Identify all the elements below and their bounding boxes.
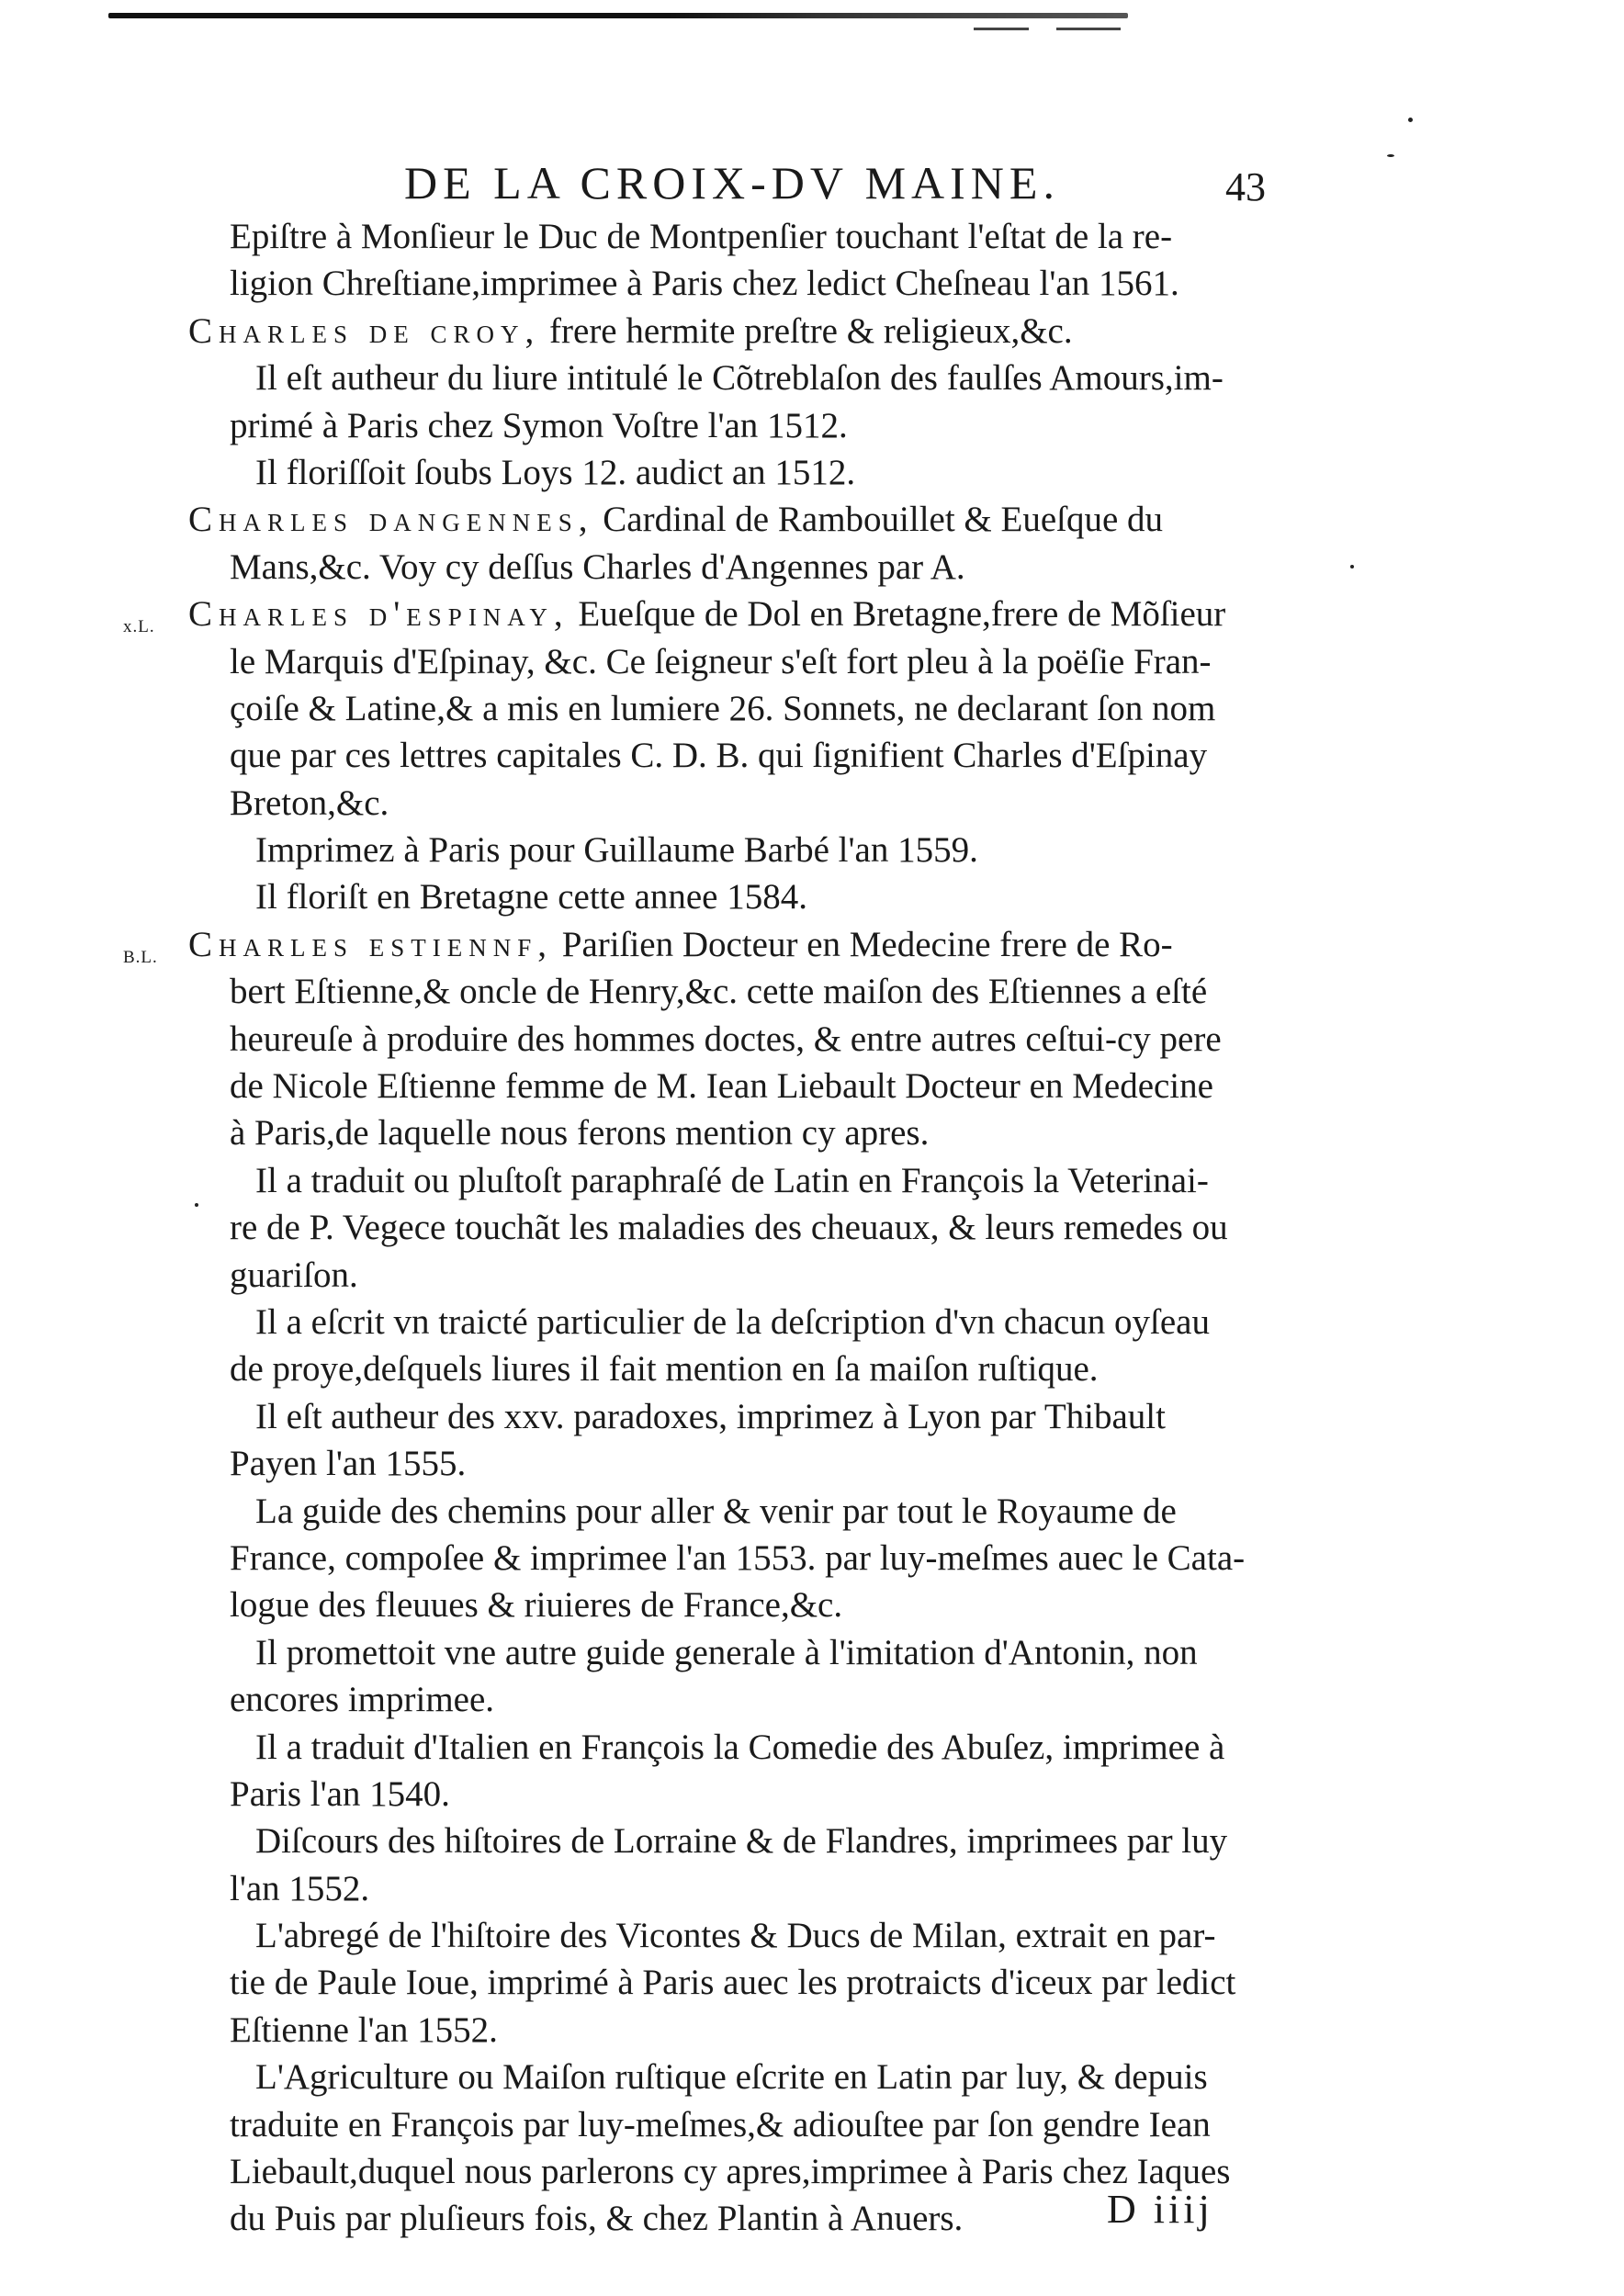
line-text: Diſcours des hiſtoires de Lorraine & de Flandres, imprimees par luy [255, 1821, 1228, 1862]
text-line [0, 873, 1624, 920]
line-text: Eſtienne l'an 1552. [230, 2009, 498, 2050]
entry-description: Cardinal de Rambouillet & Eueſque du [593, 500, 1164, 540]
text-line [0, 968, 1624, 1015]
text-line [0, 355, 1624, 401]
line-text: Payen l'an 1555. [230, 1444, 467, 1484]
line-text: bert Eſtienne,& oncle de Henry,&c. cette maiſon des Eſtiennes a eſté [230, 972, 1208, 1012]
text-line [0, 827, 1624, 873]
signature-mark: D iiij [1107, 2187, 1213, 2232]
margin-annotation: x.L. [123, 617, 155, 637]
line-text: le Marquis d'Eſpinay, &c. Ce ſeigneur s'eſt fort pleu à la poëſie Fran- [230, 641, 1212, 681]
text-line [0, 2101, 1624, 2148]
line-text: à Paris,de laquelle nous ferons mention cy apres. [230, 1113, 930, 1154]
line-text: L'Agriculture ou Maiſon ruſtique eſcrite en Latin par luy, & depuis [255, 2057, 1208, 2098]
author-name: Charles de croy, [188, 310, 541, 351]
text-line [0, 1109, 1624, 1156]
entry-heading [188, 921, 1173, 968]
line-text: Il eſt autheur du liure intitulé le Cõtreblaſon des faulſes Amours,im- [255, 358, 1224, 399]
text-line [0, 780, 1624, 827]
entry-heading [188, 308, 1073, 355]
line-text: du Puis par pluſieurs fois, & chez Plantin à Anuers. [230, 2199, 964, 2239]
entry-heading-line [0, 308, 1624, 355]
line-text: L'abregé de l'hiſtoire des Vicontes & Ducs de Milan, extrait en par- [255, 1916, 1216, 1956]
text-line [0, 1204, 1624, 1251]
ink-speck [1408, 118, 1413, 122]
text-line [0, 544, 1624, 591]
line-text: tie de Paule Ioue, imprimé à Paris auec les protraicts d'iceux par ledict [230, 1963, 1236, 2003]
line-text: re de P. Vegece touchãt les maladies des cheuaux, & leurs remedes ou [230, 1208, 1228, 1248]
text-line [0, 1535, 1624, 1581]
line-text: encores imprimee. [230, 1680, 495, 1720]
entry-heading-line [0, 496, 1624, 543]
line-text: Il a eſcrit vn traicté particulier de la deſcription d'vn chacun oyſeau [255, 1301, 1210, 1342]
entry-description: Pariſien Docteur en Medecine frere de Ro- [553, 924, 1173, 964]
line-text: Imprimez à Paris pour Guillaume Barbé l'an 1559. [255, 830, 978, 871]
text-line [0, 638, 1624, 685]
line-text: Paris l'an 1540. [230, 1773, 450, 1814]
text-line [0, 1016, 1624, 1063]
top-border-rule [108, 13, 1128, 18]
margin-annotation: B.L. [123, 947, 158, 967]
top-border-dash [1056, 28, 1121, 30]
page-number: 43 [1225, 164, 1266, 209]
text-line [0, 1299, 1624, 1345]
text-line [0, 402, 1624, 449]
line-text: Il eſt autheur des xxv. paradoxes, imprimez à Lyon par Thibault [255, 1396, 1166, 1436]
text-line [0, 1865, 1624, 1912]
line-text: que par ces lettres capitales C. D. B. qui ſignifient Charles d'Eſpinay [230, 736, 1208, 776]
line-text: Il floriſſoit ſoubs Loys 12. audict an 1512. [255, 452, 856, 492]
text-line [0, 1393, 1624, 1440]
line-text: primé à Paris chez Symon Voſtre l'an 1512. [230, 405, 848, 445]
line-text: l'an 1552. [230, 1868, 370, 1908]
text-line [0, 1676, 1624, 1723]
text-line [0, 1959, 1624, 2006]
text-line [0, 1440, 1624, 1487]
line-text: guariſon. [230, 1255, 358, 1295]
ink-speck [1387, 154, 1394, 157]
line-text: çoiſe & Latine,& a mis en lumiere 26. Sonnets, ne declarant ſon nom [230, 688, 1216, 728]
line-text: ligion Chreſtiane,imprimee à Paris chez ledict Cheſneau l'an 1561. [230, 264, 1179, 304]
line-text: Mans,&c. Voy cy deſſus Charles d'Angennes par A. [230, 546, 965, 587]
entry-heading-line [0, 921, 1624, 968]
text-line [0, 732, 1624, 779]
text-line [0, 2007, 1624, 2054]
text-line [0, 1252, 1624, 1299]
running-head: DE LA CROIX-DV MAINE. [404, 157, 1060, 208]
text-line [0, 213, 1624, 260]
line-text: Il a traduit ou pluſtoſt paraphraſé de Latin en François la Veterinai- [255, 1160, 1209, 1200]
line-text: traduite en François par luy-meſmes,& adiouſtee par ſon gendre Iean [230, 2104, 1211, 2144]
text-line [0, 2054, 1624, 2100]
text-line [0, 1345, 1624, 1392]
entry-description: Eueſque de Dol en Bretagne,frere de Mõſieur [569, 594, 1226, 635]
entry-heading-line [0, 591, 1624, 637]
line-text: Liebault,duquel nous parlerons cy apres,imprimee à Paris chez Iaques [230, 2152, 1231, 2192]
author-name: Charles estiennf, [188, 924, 554, 964]
line-text: Epiſtre à Monſieur le Duc de Montpenſier touchant l'eſtat de la re- [230, 217, 1173, 256]
line-text: Il promettoit vne autre guide generale à l'imitation d'Antonin, non [255, 1632, 1198, 1672]
line-text: La guide des chemins pour aller & venir par tout le Royaume de [255, 1491, 1177, 1531]
text-line [0, 2195, 1624, 2242]
text-line [0, 1724, 1624, 1771]
line-text: Il floriſt en Bretagne cette annee 1584. [255, 877, 807, 917]
author-name: Charles d'espinay, [188, 594, 570, 635]
entry-heading [188, 591, 1225, 637]
text-line [0, 449, 1624, 496]
text-line [0, 1771, 1624, 1818]
line-text: Breton,&c. [230, 782, 389, 823]
line-text: logue des fleuues & riuieres de France,&c. [230, 1585, 843, 1626]
line-text: heureuſe à produire des hommes doctes, & entre autres ceſtui-cy pere [230, 1019, 1222, 1059]
body-text [0, 213, 1624, 2243]
text-line [0, 685, 1624, 732]
text-line [0, 2148, 1624, 2195]
line-text: France, compoſee & imprimee l'an 1553. par luy-meſmes auec le Cata- [230, 1537, 1246, 1578]
line-text: Il a traduit d'Italien en François la Comedie des Abuſez, imprimee à [255, 1727, 1225, 1767]
text-line [0, 1063, 1624, 1109]
text-line [0, 1581, 1624, 1628]
text-line [0, 1157, 1624, 1204]
text-line [0, 1818, 1624, 1864]
entry-description: frere hermite preſtre & religieux,&c. [540, 310, 1073, 351]
text-line [0, 1912, 1624, 1959]
top-border-dash [974, 28, 1029, 30]
text-line [0, 260, 1624, 307]
text-line [0, 1629, 1624, 1676]
line-text: de Nicole Eſtienne femme de M. Iean Liebault Docteur en Medecine [230, 1066, 1213, 1107]
entry-heading [188, 496, 1163, 543]
line-text: de proye,deſquels liures il fait mention en ſa maiſon ruſtique. [230, 1349, 1099, 1390]
text-line [0, 1488, 1624, 1535]
author-name: Charles dangennes, [188, 500, 594, 540]
